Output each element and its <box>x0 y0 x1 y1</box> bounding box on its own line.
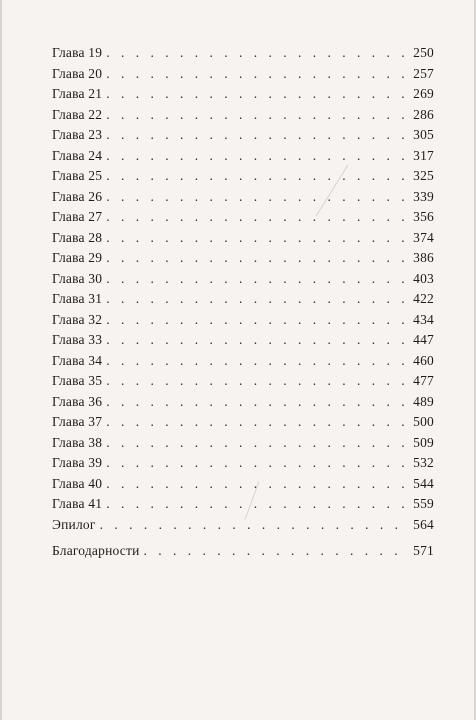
leader-dots <box>106 414 408 430</box>
toc-entry-acknowledgements[interactable] <box>52 543 434 564</box>
leader-dots <box>106 312 408 328</box>
toc-entry[interactable] <box>52 312 434 333</box>
leader-dots <box>106 435 408 451</box>
toc-entry[interactable] <box>52 271 434 292</box>
toc-entry-page: 500 <box>413 414 434 429</box>
leader-dots <box>106 45 408 61</box>
leader-dots <box>106 291 408 307</box>
leader-dots <box>106 230 408 246</box>
toc-entry-label: Глава 23 <box>52 127 103 142</box>
toc-entry-label: Глава 39 <box>52 455 103 470</box>
toc-entry-page: 544 <box>413 475 434 491</box>
toc-entry-page: 422 <box>413 291 434 306</box>
toc-entry-page: 317 <box>413 147 434 163</box>
leader-dots <box>106 148 408 164</box>
leader-dots <box>106 353 408 369</box>
toc-entry[interactable] <box>52 353 434 374</box>
toc-entry-label: Глава 30 <box>52 270 103 286</box>
leader-dots <box>106 86 408 102</box>
toc-entry[interactable] <box>52 127 434 148</box>
toc-entry-label: Глава 33 <box>52 332 103 347</box>
toc-entry-label: Глава 27 <box>52 209 103 224</box>
leader-dots <box>106 373 408 389</box>
toc-entry-label: Глава 31 <box>52 291 103 306</box>
toc-entry-page: 559 <box>413 496 434 511</box>
toc-entry[interactable] <box>52 394 434 415</box>
leader-dots <box>106 394 408 410</box>
leader-dots <box>106 455 408 471</box>
toc-entry[interactable] <box>52 250 434 271</box>
toc-entry[interactable] <box>52 291 434 312</box>
leader-dots <box>106 271 408 287</box>
toc-entry-page: 386 <box>413 250 434 265</box>
toc-entry-page: 257 <box>413 65 434 81</box>
toc-entry-page: 269 <box>413 86 434 101</box>
toc-entry-page: 571 <box>413 543 434 558</box>
leader-dots <box>144 543 408 559</box>
toc-entry-label: Глава 25 <box>52 168 103 183</box>
toc-entry[interactable] <box>52 209 434 230</box>
leader-dots <box>106 250 408 266</box>
toc-entry-label: Глава 41 <box>52 496 103 511</box>
table-of-contents <box>52 45 434 564</box>
toc-entry-label: Глава 29 <box>52 250 103 265</box>
toc-entry-page: 509 <box>413 434 434 450</box>
toc-entry-label: Глава 22 <box>52 106 103 122</box>
leader-dots <box>106 209 408 225</box>
toc-entry-label: Глава 28 <box>52 229 103 245</box>
toc-entry-page: 460 <box>413 352 434 368</box>
toc-entry-label: Глава 32 <box>52 311 103 327</box>
toc-entry-label: Глава 36 <box>52 393 103 409</box>
leader-dots <box>106 496 408 512</box>
toc-entry-page: 250 <box>413 45 434 60</box>
toc-entry-page: 286 <box>413 106 434 122</box>
toc-entry-page: 447 <box>413 332 434 347</box>
toc-entry[interactable] <box>52 230 434 251</box>
leader-dots <box>106 66 408 82</box>
toc-entry[interactable] <box>52 189 434 210</box>
toc-entry-page: 356 <box>413 209 434 224</box>
toc-entry-label: Благодарности <box>52 543 140 558</box>
toc-entry-label: Глава 21 <box>52 86 103 101</box>
leader-dots <box>100 517 408 533</box>
toc-entry-page: 374 <box>413 229 434 245</box>
toc-entry[interactable] <box>52 455 434 476</box>
toc-entry-page: 564 <box>413 516 434 532</box>
toc-entry-label: Глава 20 <box>52 65 103 81</box>
toc-entry-label: Глава 37 <box>52 414 103 429</box>
toc-entry-label: Эпилог <box>52 516 96 532</box>
leader-dots <box>106 476 408 492</box>
toc-entry[interactable] <box>52 476 434 497</box>
toc-entry-page: 403 <box>413 270 434 286</box>
toc-entry-label: Глава 19 <box>52 45 103 60</box>
toc-entry[interactable] <box>52 86 434 107</box>
toc-entry[interactable] <box>52 332 434 353</box>
toc-entry[interactable] <box>52 107 434 128</box>
toc-entry-page: 532 <box>413 455 434 470</box>
toc-entry-label: Глава 35 <box>52 373 103 388</box>
toc-entry-page: 489 <box>413 393 434 409</box>
toc-entry[interactable] <box>52 496 434 517</box>
toc-entry[interactable] <box>52 45 434 66</box>
toc-entry-page: 434 <box>413 311 434 327</box>
toc-entry-page: 339 <box>413 188 434 204</box>
toc-entry-page: 325 <box>413 168 434 183</box>
toc-entry[interactable] <box>52 148 434 169</box>
leader-dots <box>106 127 408 143</box>
toc-entry[interactable] <box>52 168 434 189</box>
toc-entry-label: Глава 38 <box>52 434 103 450</box>
toc-entry-label: Глава 40 <box>52 475 103 491</box>
toc-entry-label: Глава 26 <box>52 188 103 204</box>
toc-entry[interactable] <box>52 435 434 456</box>
leader-dots <box>106 107 408 123</box>
toc-entry-label: Глава 34 <box>52 352 103 368</box>
toc-entry[interactable] <box>52 373 434 394</box>
toc-entry-page: 477 <box>413 373 434 388</box>
toc-entry-page: 305 <box>413 127 434 142</box>
toc-entry-label: Глава 24 <box>52 147 103 163</box>
leader-dots <box>106 332 408 348</box>
toc-entry-epilogue[interactable] <box>52 517 434 538</box>
leader-dots <box>106 189 408 205</box>
toc-entry[interactable] <box>52 414 434 435</box>
toc-entry[interactable] <box>52 66 434 87</box>
leader-dots <box>106 168 408 184</box>
